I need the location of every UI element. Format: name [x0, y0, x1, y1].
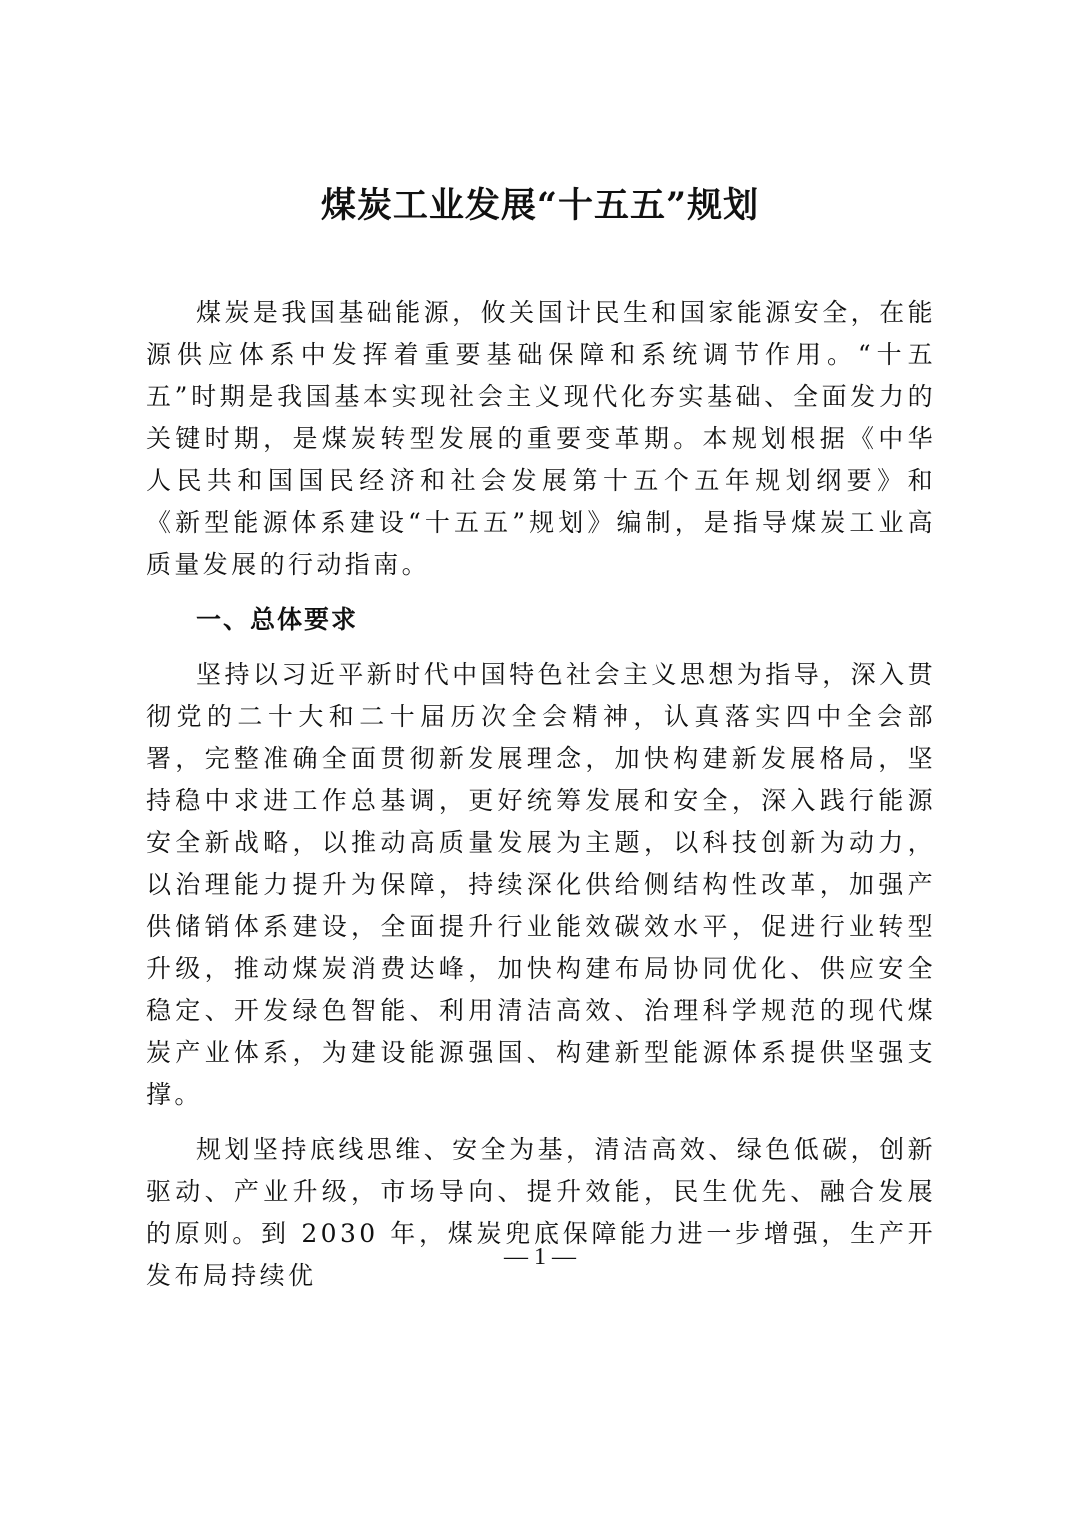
guiding-ideology-paragraph: 坚持以习近平新时代中国特色社会主义思想为指导，深入贯彻党的二十大和二十届历次全会精神，认真落实四中全会部署，完整准确全面贯彻新发展理念，加快构建新发展格局，坚持稳中求进工作总基调，更好统筹发展和安全，深入践行能源安全新战略，以推动高质量发展为主题，以科技创新为动力，以治理能力提升为保障，持续深化供给侧结构性改革，加强产供储销体系建设，全面提升行业能效碳效水平，促进行业转型升级，推动煤炭消费达峰，加快构建布局协同优化、供应安全稳定、开发绿色智能、利用清洁高效、治理科学规范的现代煤炭产业体系，为建设能源强国、构建新型能源体系提供坚强支撑。: [146, 660, 936, 1109]
document-body: [146, 292, 936, 1297]
section-heading-general-requirements: 一、总体要求: [196, 605, 359, 634]
page-number: — 1 —: [504, 1244, 576, 1270]
principles-paragraph: 规划坚持底线思维、安全为基，清洁高效、绿色低碳，创新驱动、产业升级，市场导向、提升效能，民生优先、融合发展的原则。到 2030 年，煤炭兜底保障能力进一步增强，生产开发布局持续优: [146, 1135, 936, 1290]
intro-paragraph: 煤炭是我国基础能源，攸关国计民生和国家能源安全，在能源供应体系中发挥着重要基础保障和系统调节作用。“十五五”时期是我国基本实现社会主义现代化夯实基础、全面发力的关键时期，是煤炭转型发展的重要变革期。本规划根据《中华人民共和国国民经济和社会发展第十五个五年规划纲要》和《新型能源体系建设“十五五”规划》编制，是指导煤炭工业高质量发展的行动指南。: [146, 298, 936, 579]
document-title: 煤炭工业发展“十五五”规划: [320, 185, 760, 226]
